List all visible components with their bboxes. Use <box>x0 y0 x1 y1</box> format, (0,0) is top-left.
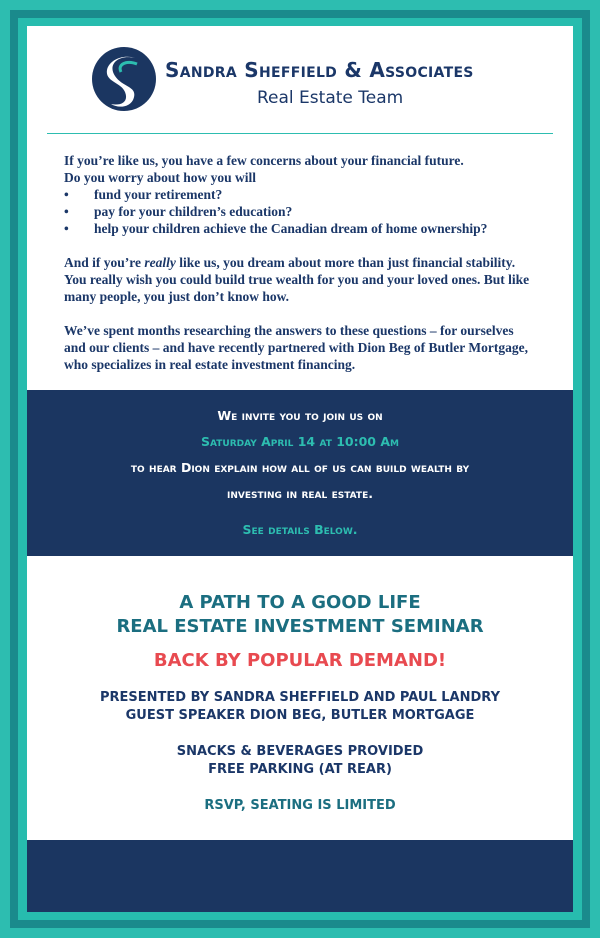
snacks: SNACKS & BEVERAGES PROVIDED <box>176 744 424 759</box>
dream-line-2: You really wish you could build true wealth for you and your loved ones. But like <box>64 272 530 287</box>
guest-speaker: GUEST SPEAKER DION BEG, BUTLER MORTGAGE <box>125 708 475 723</box>
invite-line: to hear Dion explain how all of us can build wealth by <box>130 460 470 475</box>
s-swirl-logo-icon <box>91 46 157 112</box>
dream-line-3: many people, you just don’t know how. <box>64 289 290 304</box>
presenters: PRESENTED BY SANDRA SHEFFIELD AND PAUL LANDRY <box>100 690 500 705</box>
invitation-band <box>27 390 573 556</box>
seminar-title-2: REAL ESTATE INVESTMENT SEMINAR <box>116 616 484 637</box>
rsvp: RSVP, SEATING IS LIMITED <box>204 798 396 813</box>
popular-demand: BACK BY POPULAR DEMAND! <box>153 650 447 671</box>
invite-line: investing in real estate. <box>227 486 373 501</box>
intro-line-1: If you’re like us, you have a few concerns about your financial future. <box>64 153 464 168</box>
list-item: • pay for your children’s education? <box>64 203 544 220</box>
header-divider <box>47 133 553 134</box>
intro-text <box>64 152 544 373</box>
list-item: • fund your retirement? <box>64 186 544 203</box>
research-line-3: who specializes in real estate investment financing. <box>64 357 356 372</box>
team-name: Real Estate Team <box>257 88 404 108</box>
invite-line: We invite you to join us on <box>217 408 383 423</box>
research-line-1: We’ve spent months researching the answers to these questions – for ourselves <box>64 323 514 338</box>
seminar-title-1: A PATH TO A GOOD LIFE <box>179 592 421 613</box>
details-note: See details Below. <box>242 522 358 537</box>
company-name: Sandra Sheffield & Associates <box>165 58 474 82</box>
footer-band <box>27 840 573 912</box>
dream-line-1: And if you’re really like us, you dream about more than just financial stability. <box>64 255 516 270</box>
parking: FREE PARKING (AT REAR) <box>208 762 392 777</box>
flyer-page <box>27 26 573 912</box>
research-line-2: and our clients – and have recently partnered with Dion Beg of Butler Mortgage, <box>64 340 528 355</box>
header <box>27 26 573 136</box>
event-date: Saturday April 14 at 10:00 Am <box>200 434 399 449</box>
concerns-list <box>64 186 544 237</box>
intro-line-2: Do you worry about how you will <box>64 170 257 185</box>
list-item: • help your children achieve the Canadian dream of home ownership? <box>64 220 544 237</box>
